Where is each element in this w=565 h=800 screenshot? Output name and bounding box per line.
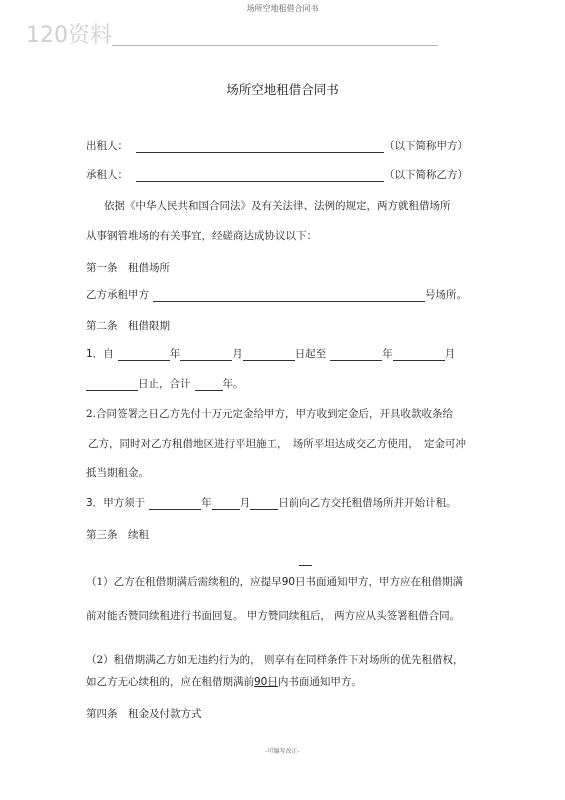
end-month-blank[interactable] — [393, 349, 445, 361]
lessor-suffix: （以下简称甲方） — [384, 140, 468, 152]
deposit-line-2: 乙方，同时对乙方租借地区进行平坦施工， 场所平坦达成交乙方使用， 定金可冲 — [88, 438, 466, 450]
deposit-line-1: 2.合同签署之日乙方先付十万元定金给甲方，甲方收到定金后，开具收款收条给 — [86, 408, 454, 420]
article-2-heading: 第二条 租借限期 — [86, 320, 170, 332]
renewal-p2-text-a: 如乙方无心续租的，应在租借期满前 — [86, 676, 254, 688]
handover-suffix: 日前向乙方交托租借场所并开始计租。 — [278, 497, 457, 509]
renewal-p1-line-2: 前对能否赞同续租进行书面回复。 甲方赞同续租后， 两方应从头签署租借合同。 — [86, 610, 461, 622]
article-3-heading: 第三条 续租 — [86, 529, 149, 541]
handover-prefix: 甲方须于 — [103, 497, 146, 509]
term-month: 月 — [232, 348, 243, 360]
intro-line-2: 从事钢管堆场的有关事宜，经磋商达成协议以下： — [86, 230, 317, 242]
article-4-heading: 第四条 租金及付款方式 — [86, 708, 202, 720]
non-renewal-notice-days: 90 — [254, 676, 268, 688]
handover-line — [86, 495, 457, 510]
intro-line-1: 依据《中华人民共和国合同法》及有关法律、法例的规定，两方就租借场所 — [104, 200, 451, 212]
renewal-p1-text-a: （1）乙方在租借期满后需续租的，应提早 — [86, 576, 282, 588]
lessee-line — [86, 167, 468, 182]
term-from: 自 — [103, 348, 114, 360]
renewal-notice-days: 90 — [281, 576, 296, 588]
renewal-p2-line-1: （2）租借期满乙方如无违约行为的， 则享有在同样条件下对场所的优先租借权， — [86, 654, 464, 666]
handover-year-blank[interactable] — [149, 498, 201, 510]
deposit-line-3: 抵当期租金。 — [86, 467, 149, 479]
start-month-blank[interactable] — [180, 349, 232, 361]
lessee-blank[interactable] — [136, 170, 384, 182]
article-1-suffix: 号场所。 — [425, 289, 467, 301]
renewal-p1-text-b: 日书面通知甲方，甲方应在租借期满 — [295, 576, 464, 588]
start-day-blank[interactable] — [243, 349, 295, 361]
renewal-p2-line-2 — [86, 674, 362, 689]
lessee-suffix: （以下简称乙方） — [384, 169, 468, 181]
term-line-1 — [86, 346, 455, 361]
site-number-blank[interactable] — [153, 290, 425, 302]
lessor-label: 出租人： — [86, 140, 128, 152]
term-day-end: 日止，合计 — [138, 378, 191, 390]
lessor-blank[interactable] — [136, 141, 384, 153]
lessor-line — [86, 138, 468, 153]
lessee-label: 承租人： — [86, 169, 128, 181]
end-year-blank[interactable] — [330, 349, 382, 361]
renewal-p2-text-b: 内书面通知甲方。 — [277, 676, 362, 688]
stray-dash — [299, 565, 312, 566]
non-renewal-day-unit: 日 — [267, 676, 278, 688]
end-day-blank[interactable] — [86, 379, 138, 391]
handover-year: 年 — [201, 497, 212, 509]
term-year: 年 — [169, 348, 181, 360]
handover-month-blank[interactable] — [212, 498, 240, 510]
article-1-text — [86, 287, 467, 302]
term-years: 年。 — [222, 378, 244, 390]
term-line-2 — [86, 376, 244, 391]
article-1-prefix: 乙方承租甲方 — [86, 289, 149, 301]
item-1-number: 1． — [86, 348, 104, 360]
item-3-number: 3． — [86, 497, 104, 509]
header-divider — [112, 45, 438, 46]
article-1-heading: 第一条 租借场所 — [86, 262, 170, 274]
document-title: 场所空地租借合同书 — [226, 82, 339, 97]
term-day-start: 日起至 — [294, 348, 327, 360]
brand-watermark: 120资料 — [26, 23, 112, 48]
term-year-2: 年 — [382, 348, 393, 360]
running-header: 场所空地租借合同书 — [246, 4, 319, 13]
total-years-blank[interactable] — [195, 379, 223, 391]
page-footer: -可编写改正- — [265, 748, 300, 755]
term-month-2: 月 — [444, 348, 456, 360]
start-year-blank[interactable] — [118, 349, 170, 361]
handover-month: 月 — [239, 497, 251, 509]
renewal-p1-line-1 — [86, 574, 463, 589]
handover-day-blank[interactable] — [250, 498, 278, 510]
